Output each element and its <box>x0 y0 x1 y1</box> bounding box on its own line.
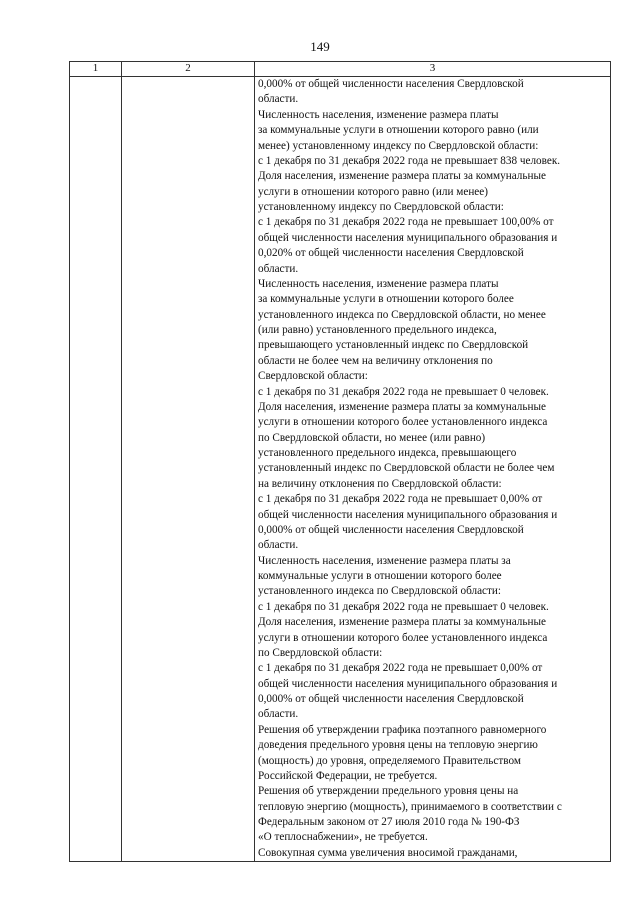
text-line: с 1 декабря по 31 декабря 2022 года не превышает 100,00% от <box>258 216 554 229</box>
text-line: области. <box>258 539 299 552</box>
text-line: Решения об утверждении предельного уровня цены на <box>258 785 519 798</box>
text-line: области. <box>258 93 299 106</box>
text-line: с 1 декабря по 31 декабря 2022 года не превышает 0,00% от <box>258 493 543 506</box>
text-line: установленного предельного индекса, превышающего <box>258 447 517 459</box>
text-line: за коммунальные услуги в отношении которого равно (или <box>258 124 539 137</box>
text-line: Численность населения, изменение размера платы <box>258 277 499 290</box>
text-line: Численность населения, изменение размера платы за <box>258 554 511 567</box>
text-line: (или равно) установленного предельного индекса, <box>258 324 497 336</box>
text-line: услуги в отношении которого более установленного индекса <box>258 416 548 429</box>
table-header-row <box>70 62 611 77</box>
text-line: тепловую энергию (мощность), принимаемого в соответствии с <box>258 800 562 813</box>
text-line: с 1 декабря по 31 декабря 2022 года не превышает 838 человек. <box>258 154 561 167</box>
text-line: услуги в отношении которого более установленного индекса <box>258 631 548 644</box>
text-line: с 1 декабря по 31 декабря 2022 года не превышает 0 человек. <box>258 600 549 613</box>
text-line: Совокупная сумма увеличения вносимой гражданами, <box>258 846 518 859</box>
table-row <box>70 77 611 862</box>
document-table <box>69 61 611 862</box>
text-line: области не более чем на величину отклонения по <box>258 354 493 367</box>
column-header-1: 1 <box>70 62 122 77</box>
content-lines <box>258 77 610 861</box>
text-line: Доля населения, изменение размера платы за коммунальные <box>258 170 546 183</box>
text-line: общей численности населения муниципального образования и <box>258 231 558 244</box>
text-line: установленного индекса по Свердловской области: <box>258 585 502 598</box>
text-line: области. <box>258 708 299 721</box>
text-line: Доля населения, изменение размера платы за коммунальные <box>258 400 546 413</box>
text-line: за коммунальные услуги в отношении которого более <box>258 293 514 306</box>
text-line: на величину отклонения по Свердловской области: <box>258 477 502 490</box>
text-line: области. <box>258 262 299 275</box>
text-line: доведения предельного уровня цены на тепловую энергию <box>258 739 538 752</box>
text-line: общей численности населения муниципального образования и <box>258 677 558 690</box>
text-line: с 1 декабря по 31 декабря 2022 года не превышает 0 человек. <box>258 385 549 398</box>
text-line: Численность населения, изменение размера платы <box>258 108 499 121</box>
text-line: превышающего установленный индекс по Свердловской <box>258 339 529 352</box>
text-line: установленного индекса по Свердловской области, но менее <box>258 308 546 321</box>
text-line: с 1 декабря по 31 декабря 2022 года не превышает 0,00% от <box>258 662 543 675</box>
cell-col-3 <box>255 77 611 862</box>
text-line: установленному индексу по Свердловской области: <box>258 201 504 213</box>
text-line: общей численности населения муниципального образования и <box>258 508 558 521</box>
text-line: Доля населения, изменение размера платы за коммунальные <box>258 616 546 629</box>
text-line: услуги в отношении которого равно (или менее) <box>258 185 488 198</box>
column-header-2: 2 <box>122 62 255 77</box>
text-line: Федеральным законом от 27 июля 2010 года № 190-ФЗ <box>258 816 520 828</box>
text-line: 0,000% от общей численности населения Свердловской <box>258 693 524 705</box>
text-line: по Свердловской области: <box>258 646 383 659</box>
column-header-3: 3 <box>255 62 611 77</box>
text-line: Свердловской области: <box>258 370 368 383</box>
text-line: по Свердловской области, но менее (или равно) <box>258 431 486 444</box>
text-line: установленный индекс по Свердловской области не более чем <box>258 462 555 475</box>
text-line: «О теплоснабжении», не требуется. <box>258 831 428 844</box>
cell-col-1 <box>70 77 122 862</box>
page-number: 149 <box>310 39 330 54</box>
text-line: 0,000% от общей численности населения Свердловской <box>258 523 524 536</box>
text-line: менее) установленному индексу по Свердловской области: <box>258 139 539 152</box>
text-line: (мощность) до уровня, определяемого Правительством <box>258 754 521 767</box>
text-line: 0,000% от общей численности населения Свердловской <box>258 78 524 90</box>
cell-col-2 <box>122 77 255 862</box>
text-line: коммунальные услуги в отношении которого более <box>258 570 502 582</box>
text-line: Российской Федерации, не требуется. <box>258 769 438 782</box>
text-line: 0,020% от общей численности населения Свердловской <box>258 247 524 260</box>
text-line: Решения об утверждении графика поэтапного равномерного <box>258 723 547 736</box>
